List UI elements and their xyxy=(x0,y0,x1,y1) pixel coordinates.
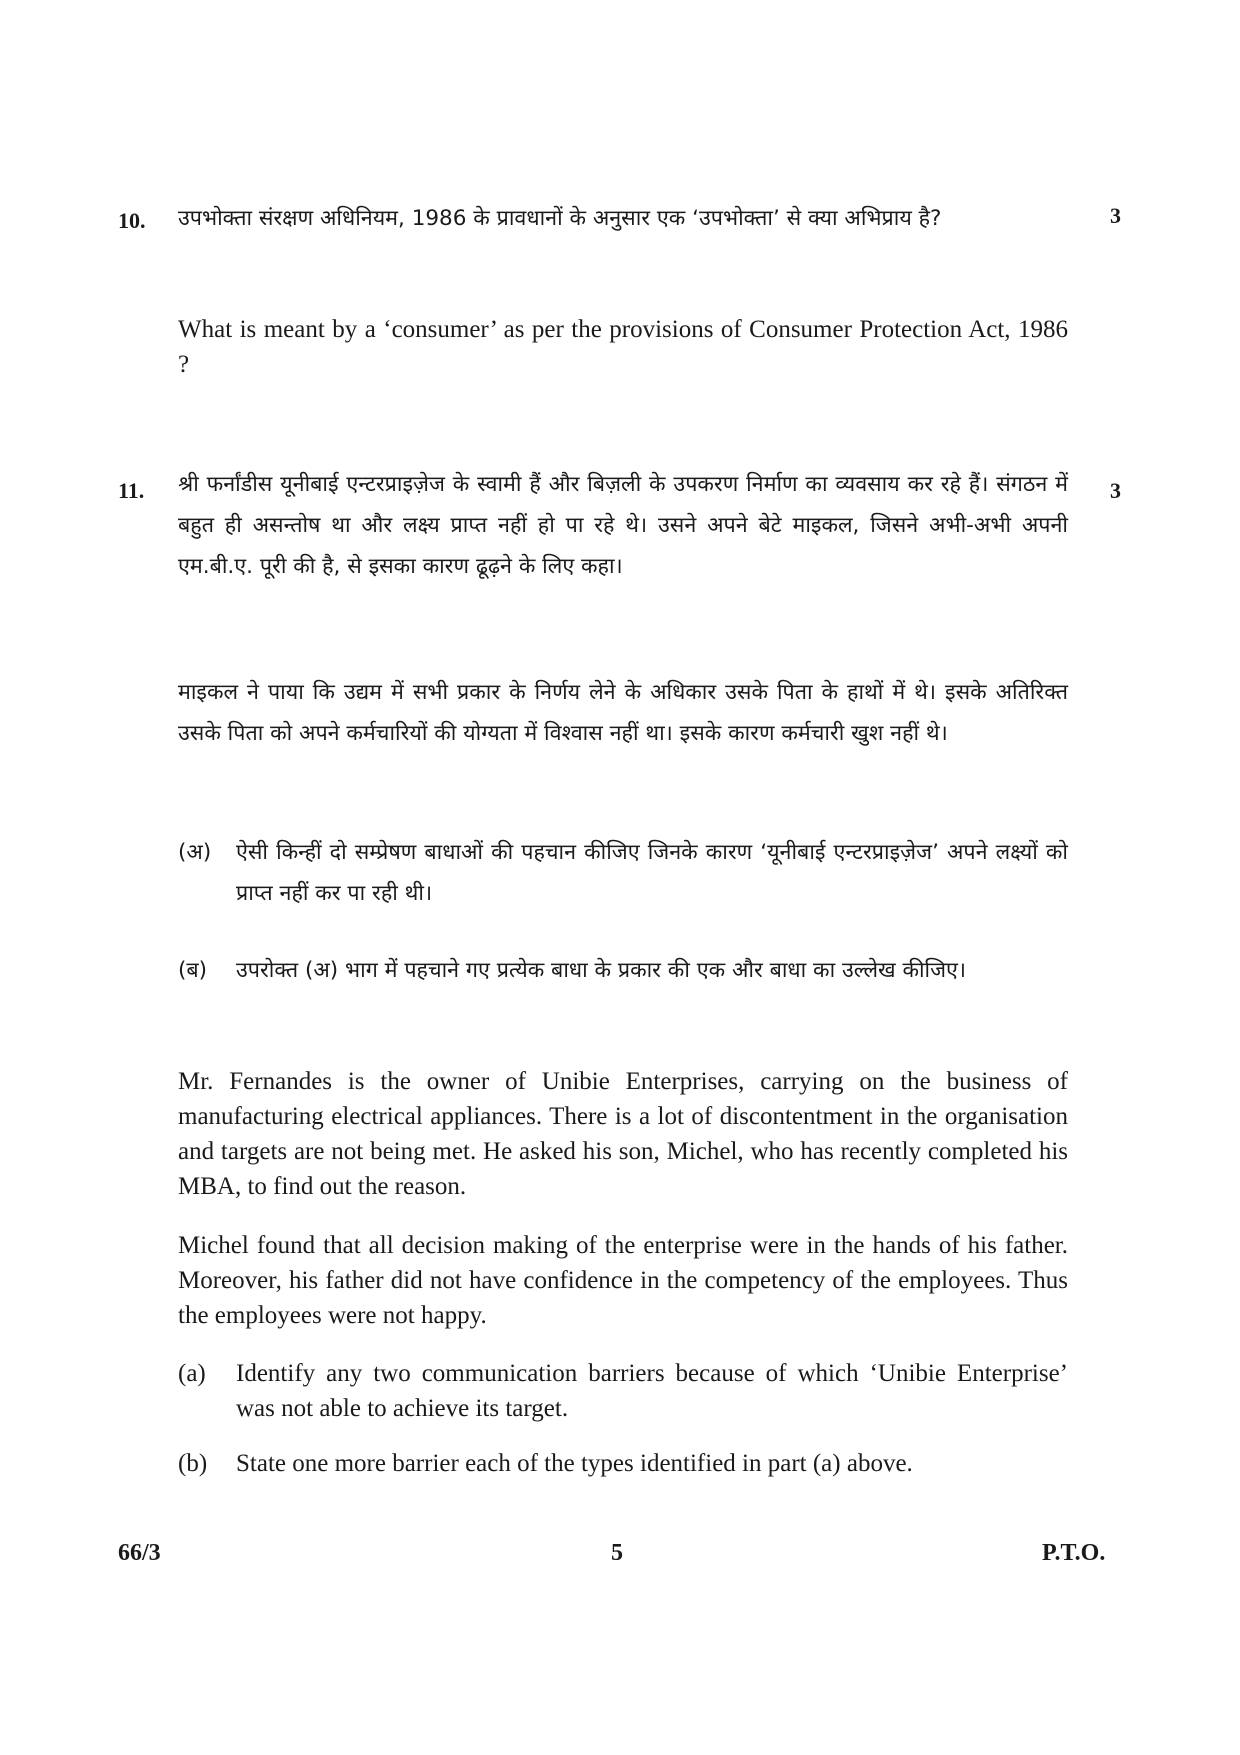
question-11-english-para-1: Mr. Fernandes is the owner of Unibie Enterprises, carrying on the business of manufacturing electrical appliances. There is a lot of discontentment in the organisation and targets are not being met. He asked his son, Michel, who has recently completed his MBA, to find out the reason. xyxy=(178,1068,1068,1200)
question-11-hindi-part-a xyxy=(178,832,1068,914)
question-11-english-para-2: Michel found that all decision making of the enterprise were in the hands of his father. Moreover, his father did not have confidence in the competency of the employees. Thus the employees were not happy. xyxy=(178,1232,1068,1329)
question-11-number: 11. xyxy=(118,478,145,503)
hindi-part-a-label: (अ) xyxy=(178,840,212,865)
question-10-number: 10. xyxy=(118,208,146,233)
english-part-a-label: (a) xyxy=(178,1360,206,1387)
question-11-marks: 3 xyxy=(1110,478,1121,503)
hindi-part-b-label: (ब) xyxy=(178,958,208,983)
question-10-marks: 3 xyxy=(1110,203,1121,228)
question-11-english-part-b xyxy=(178,1446,1068,1481)
question-11-hindi-para-1: श्री फर्नांडीस यूनीबाई एन्टरप्राइज़ेज के स्वामी हैं और बिज़ली के उपकरण निर्माण का व्यवसाय कर रहे हैं। संगठन में बहुत ही असन्तोष था और लक्ष्य प्राप्त नहीं हो पा रहे थे। उसने अपने बेटे माइकल, जिसने अभी-अभी अपनी एम.बी.ए. पूरी की है, से इसका कारण ढूढ़ने के लिए कहा। xyxy=(178,472,1068,579)
hindi-part-a-text: ऐसी किन्हीं दो सम्प्रेषण बाधाओं की पहचान कीजिए जिनके कारण ‘यूनीबाई एन्टरप्राइज़ेज’ अपने लक्ष्यों को प्राप्त नहीं कर पा रही थी। xyxy=(236,840,1068,906)
page-number: 5 xyxy=(611,1540,623,1566)
hindi-part-b-text: उपरोक्त (अ) भाग में पहचाने गए प्रत्येक बाधा के प्रकार की एक और बाधा का उल्लेख कीजिए। xyxy=(236,958,967,983)
question-11-hindi-para-2: माइकल ने पाया कि उद्यम में सभी प्रकार के निर्णय लेने के अधिकार उसके पिता के हाथों में थे। इसके अतिरिक्त उसके पिता को अपने कर्मचारियों की योग्यता में विश्वास नहीं था। इसके कारण कर्मचारी खुश नहीं थे। xyxy=(178,680,1068,746)
please-turn-over: P.T.O. xyxy=(1042,1540,1106,1566)
question-10-english: What is meant by a ‘consumer’ as per the provisions of Consumer Protection Act, 1986 ? xyxy=(178,316,1068,378)
english-part-a-text: Identify any two communication barriers because of which ‘Unibie Enterprise’ was not able to achieve its target. xyxy=(236,1360,1068,1422)
question-11-english-part-a xyxy=(178,1356,1068,1426)
english-part-b-label: (b) xyxy=(178,1450,208,1477)
paper-code: 66/3 xyxy=(118,1540,161,1566)
english-part-b-text: State one more barrier each of the types identified in part (a) above. xyxy=(236,1450,913,1477)
question-10-hindi: उपभोक्ता संरक्षण अधिनियम, 1986 के प्रावधानों के अनुसार एक ‘उपभोक्ता’ से क्या अभिप्राय है? xyxy=(178,206,942,231)
question-11-hindi-part-b xyxy=(178,950,1068,991)
